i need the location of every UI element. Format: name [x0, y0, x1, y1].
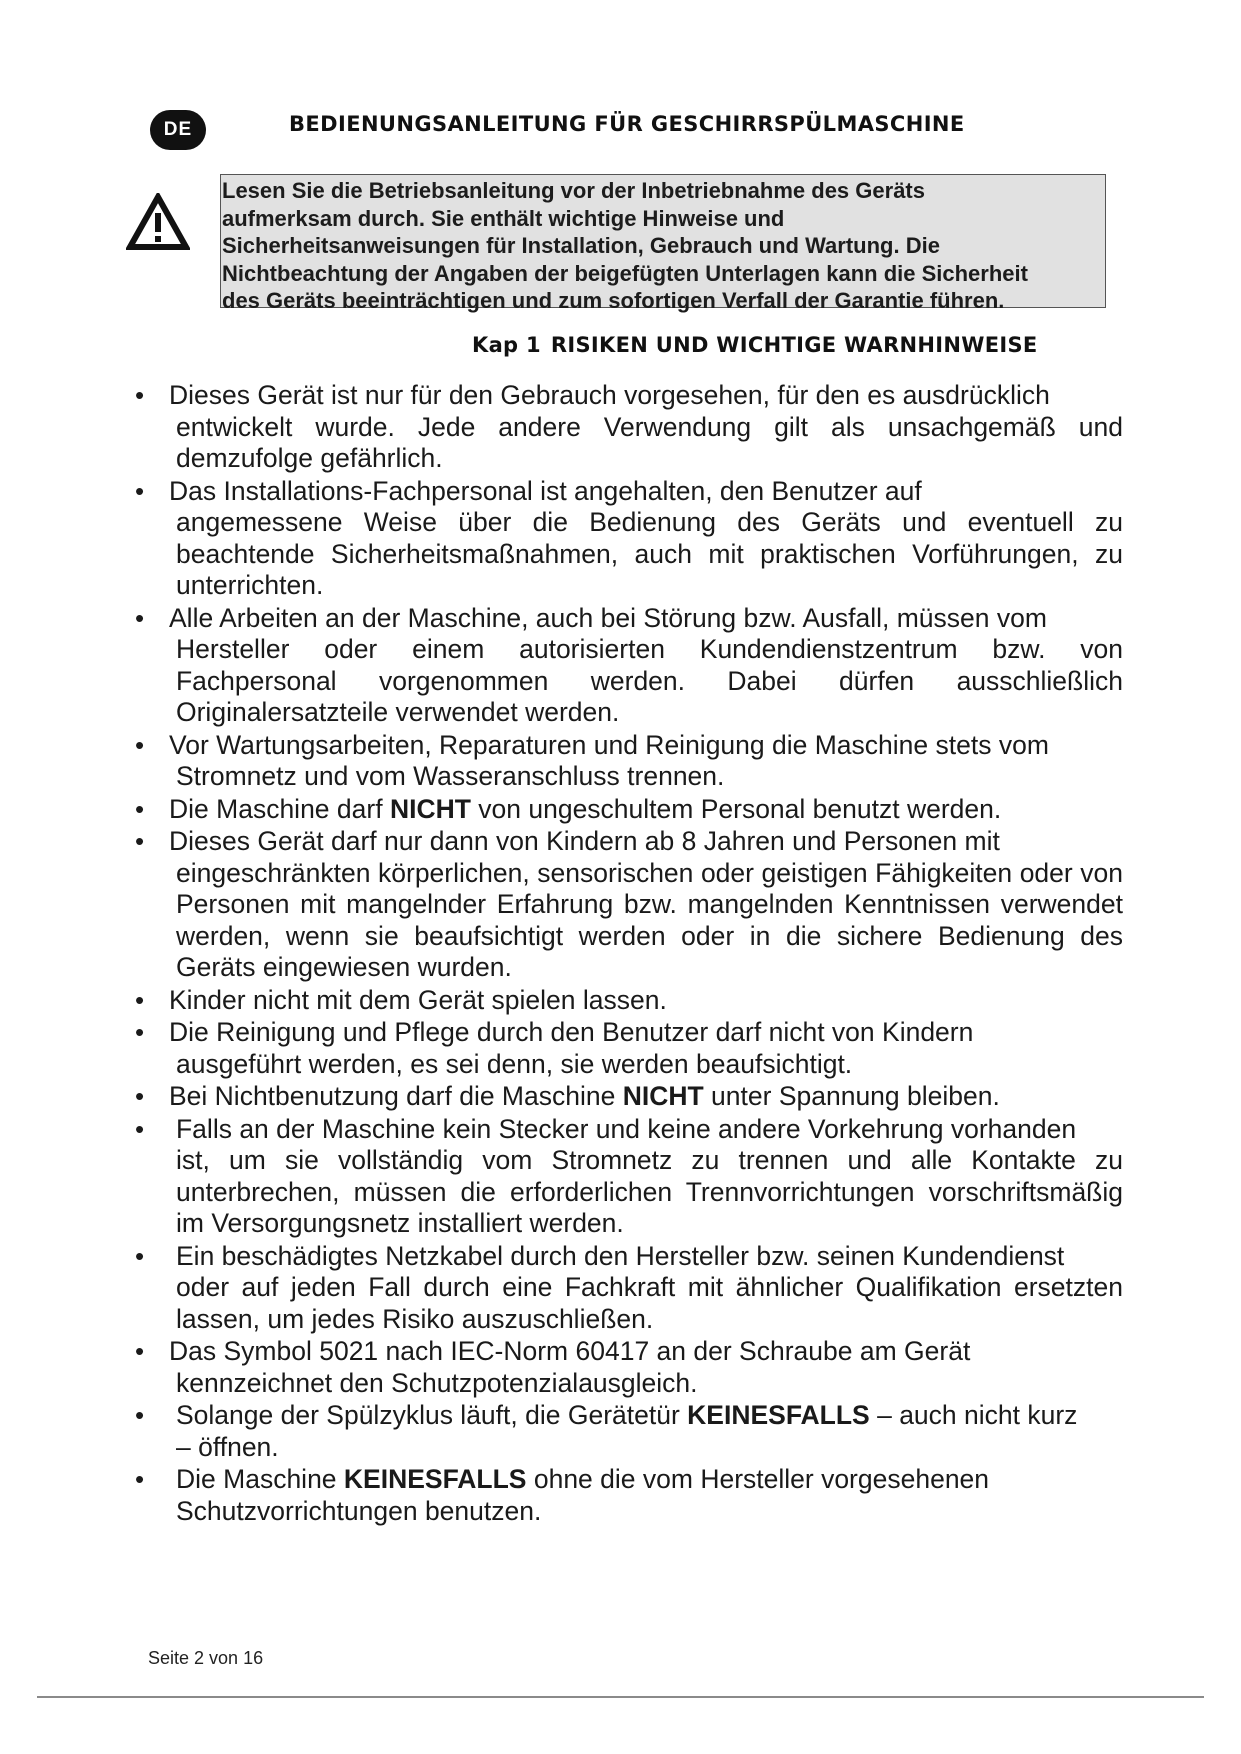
- bullet-icon: •: [135, 1400, 145, 1430]
- list-item: • Kinder nicht mit dem Gerät spielen lassen.: [135, 984, 667, 1015]
- warning-triangle-icon: [126, 193, 190, 251]
- chapter-heading: [472, 333, 1038, 357]
- bullet-icon: •: [135, 380, 145, 410]
- bullet-icon: •: [135, 1336, 145, 1366]
- list-item: • Falls an der Maschine kein Stecker und keine andere Vorkehrung vorhanden ist, um sie vollständig vom Stromnetz zu trennen und alle Kontakte zu unterbrechen, müssen die erforderlichen Trennvorrichtungen vorschriftsmäßig im Versorgungsnetz installiert werden.: [135, 1113, 1123, 1238]
- list-item: • Solange der Spülzyklus läuft, die Gerätetür KEINESFALLS – auch nicht kurz – öffnen.: [135, 1400, 1078, 1462]
- bullet-icon: •: [135, 1017, 145, 1047]
- list-item: • Bei Nichtbenutzung darf die Maschine NICHT unter Spannung bleiben.: [135, 1081, 1000, 1111]
- notice-line: Lesen Sie die Betriebsanleitung vor der Inbetriebnahme des Geräts: [222, 178, 925, 203]
- notice-line: Nichtbeachtung der Angaben der beigefügten Unterlagen kann die Sicherheit: [222, 260, 1028, 286]
- list-item: • Die Maschine KEINESFALLS ohne die vom Hersteller vorgesehenen Schutzvorrichtungen benutzen.: [135, 1464, 990, 1526]
- chapter-number: Kap 1: [472, 333, 541, 357]
- list-item: • Das Installations-Fachpersonal ist angehalten, den Benutzer auf angemessene Weise über die Bedienung des Geräts und eventuell zu beachtende Sicherheitsmaßnahmen, auch mit praktischen Vorführungen, zu unterrichten.: [135, 475, 1123, 600]
- notice-line: des Geräts beeinträchtigen und zum sofortigen Verfall der Garantie führen.: [222, 288, 1005, 313]
- language-badge: DE: [150, 110, 206, 150]
- bullet-icon: •: [135, 793, 145, 824]
- notice-line: aufmerksam durch. Sie enthält wichtige Hinweise und: [222, 205, 785, 231]
- list-item: • Dieses Gerät ist nur für den Gebrauch vorgesehen, für den es ausdrücklich entwickelt wurde. Jede andere Verwendung gilt als unsachgemäß und demzufolge gefährlich.: [135, 380, 1123, 473]
- list-item: • Dieses Gerät darf nur dann von Kindern ab 8 Jahren und Personen mit eingeschränkten körperlichen, sensorischen oder geistigen Fähigkeiten oder von Personen mit mangelnder Erfahrung bzw. mangelnden Kenntnissen verwendet werden, wenn sie beaufsichtigt werden oder in die sichere Bedienung des Geräts eingewiesen wurden.: [135, 826, 1123, 982]
- list-item: • Die Reinigung und Pflege durch den Benutzer darf nicht von Kindern ausgeführt werden, es sei denn, sie werden beaufsichtigt.: [135, 1017, 974, 1079]
- warning-list: [133, 380, 1123, 1528]
- bullet-icon: •: [135, 1464, 145, 1494]
- document-title: BEDIENUNGSANLEITUNG FÜR GESCHIRRSPÜLMASCHINE: [289, 112, 965, 136]
- bullet-icon: •: [135, 1240, 145, 1271]
- bullet-icon: •: [135, 826, 145, 856]
- bullet-icon: •: [135, 602, 145, 633]
- list-item: • Vor Wartungsarbeiten, Reparaturen und Reinigung die Maschine stets vom Stromnetz und vom Wasseranschluss trennen.: [135, 729, 1049, 791]
- list-item: • Das Symbol 5021 nach IEC-Norm 60417 an der Schraube am Gerät kennzeichnet den Schutzpotenzialausgleich.: [135, 1336, 971, 1398]
- list-item: • Alle Arbeiten an der Maschine, auch bei Störung bzw. Ausfall, müssen vom Hersteller oder einem autorisierten Kundendienstzentrum bzw. von Fachpersonal vorgenommen werden. Dabei dürfen ausschließlich Originalersatzteile verwendet werden.: [135, 602, 1123, 727]
- bullet-icon: •: [135, 1113, 145, 1144]
- list-item: • Ein beschädigtes Netzkabel durch den Hersteller bzw. seinen Kundendienst oder auf jeden Fall durch eine Fachkraft mit ähnlicher Qualifikation ersetzten lassen, um jedes Risiko auszuschließen.: [135, 1240, 1123, 1334]
- chapter-title: RISIKEN UND WICHTIGE WARNHINWEISE: [550, 333, 1038, 357]
- bullet-icon: •: [135, 729, 145, 760]
- footer-divider: [37, 1696, 1204, 1698]
- list-item: • Die Maschine darf NICHT von ungeschultem Personal benutzt werden.: [135, 793, 1002, 824]
- bullet-icon: •: [135, 984, 145, 1015]
- page-number: Seite 2 von 16: [148, 1648, 264, 1668]
- notice-line: Sicherheitsanweisungen für Installation, Gebrauch und Wartung. Die: [222, 233, 940, 258]
- bullet-icon: •: [135, 1081, 145, 1111]
- bullet-icon: •: [135, 475, 145, 506]
- safety-notice-box: [220, 174, 1106, 313]
